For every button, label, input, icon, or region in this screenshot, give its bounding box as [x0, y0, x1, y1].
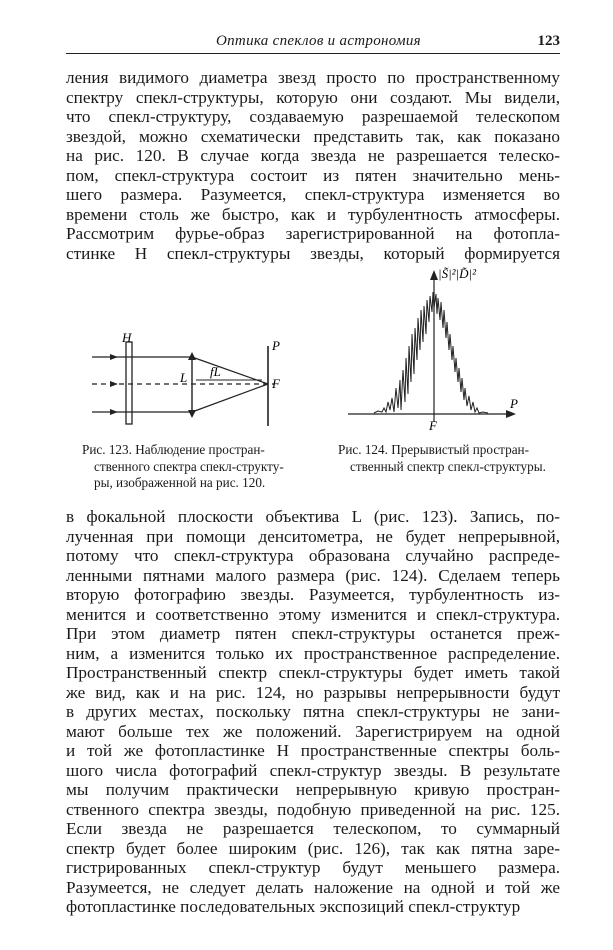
text-line: мают больше тех же положений. Зарегистрируем на одной	[66, 721, 560, 741]
text-line: ленными пятнами малого размера (рис. 124). Сделаем теперь	[66, 565, 560, 585]
text-line: ственного спектра звезды, подобную приведенной на рис. 125.	[66, 799, 560, 819]
label-L: L	[180, 370, 188, 385]
text-line: вторую фотографию звезды. Разумеется, турбулентность из-	[66, 585, 560, 604]
text-line: потому что спекл-структура образована случайно распреде-	[66, 546, 560, 565]
text-line: Пространственный спектр спекл-структуры будет иметь такой	[66, 663, 560, 682]
text-line: Если звезда не разрешается телескопом, то суммарный	[66, 819, 560, 838]
text-line: в других местах, поскольку пятна спекл-структуры не зани-	[66, 702, 560, 721]
caption-line: Рис. 123. Наблюдение простран-	[82, 442, 265, 457]
text-line: мы получим практически непрерывную кривую простран-	[66, 780, 560, 799]
arrow-bottom	[110, 409, 118, 415]
axis-label-spectrum: |S̃|²|D̃|²	[438, 266, 476, 281]
label-H: H	[122, 330, 132, 345]
page-number: 123	[537, 33, 560, 49]
text-line: спектру спекл-структуры, которую они создают. Мы видели,	[66, 87, 560, 107]
text-line: и той же фотопластинке H пространственные спектры боль-	[66, 741, 560, 760]
text-line: шого числа фотографий спекл-структур звезды. В результате	[66, 760, 560, 780]
running-title: Оптика спеклов и астрономия	[216, 33, 421, 49]
figure-124-diagram	[338, 262, 528, 432]
page-header	[66, 27, 560, 54]
arrow-top	[110, 354, 118, 360]
text-line: Разумеется, не следует делать наложение на одной и той же	[66, 877, 560, 897]
text-line: что спекл-структуру, создаваемую разрешаемой телескопом	[66, 107, 560, 126]
text-line: на рис. 120. В случае когда звезда не разрешается телеско-	[66, 146, 560, 165]
text-line: звездой, можно схематически представить так, как показано	[66, 126, 560, 146]
text-line: спектр будет более широким (рис. 126), так как пятна заре-	[66, 838, 560, 858]
text-line: При этом диаметр пятен спекл-структуры останется преж-	[66, 624, 560, 643]
figure-123-diagram	[82, 330, 298, 430]
text-line: лученная при помощи денситометра, не будет непрерывной,	[66, 526, 560, 546]
caption-line: ственный спектр спекл-структуры.	[350, 458, 546, 474]
text-line: Рассмотрим фурье-образ зарегистрированной на фотопла-	[66, 224, 560, 243]
text-line: фотопластинке последовательных экспозиций спекл-структур	[66, 897, 521, 916]
caption-line: Рис. 124. Прерывистый простран-	[338, 442, 530, 457]
label-P: P	[272, 338, 280, 353]
arrow-axis	[110, 381, 118, 387]
label-F: F	[272, 376, 280, 391]
text-line: времени столь же быстро, как и турбулентность атмосферы.	[66, 204, 560, 224]
figure-124-caption	[338, 442, 558, 475]
label-F-fig124: F	[429, 418, 437, 432]
converging-ray-bottom	[192, 384, 268, 412]
figure-123-caption	[82, 442, 322, 492]
label-fL: fL	[210, 364, 221, 379]
caption-line: ры, изображенной на рис. 120.	[94, 475, 266, 491]
text-line: же вид, как и на рис. 124, но разрывы непрерывности будут	[66, 682, 560, 702]
text-line: шего размера. Разумеется, спекл-структура изменяется во	[66, 185, 560, 204]
text-line: ления видимого диаметра звезд просто по пространственному	[66, 68, 560, 87]
text-line: в фокальной плоскости объектива L (рис. 123). Запись, по-	[66, 507, 560, 526]
paragraph-1	[66, 68, 560, 263]
text-line: пом, спекл-структура состоит из пятен значительно мень-	[66, 165, 560, 185]
text-line: гистрированных спекл-структур будут меньшего размера.	[66, 858, 560, 877]
label-P-fig124: P	[510, 396, 518, 411]
text-line: стинке H спекл-структуры звезды, который формируется	[66, 243, 560, 263]
caption-line: ственного спектра спекл-структу-	[94, 458, 284, 474]
text-line: менится и соответственно этому изменится и спекл-структура.	[66, 604, 560, 624]
paragraph-2	[66, 507, 560, 917]
text-line: ним, а изменится только их пространственное распределение.	[66, 643, 560, 663]
spectrum-curve	[374, 292, 488, 413]
